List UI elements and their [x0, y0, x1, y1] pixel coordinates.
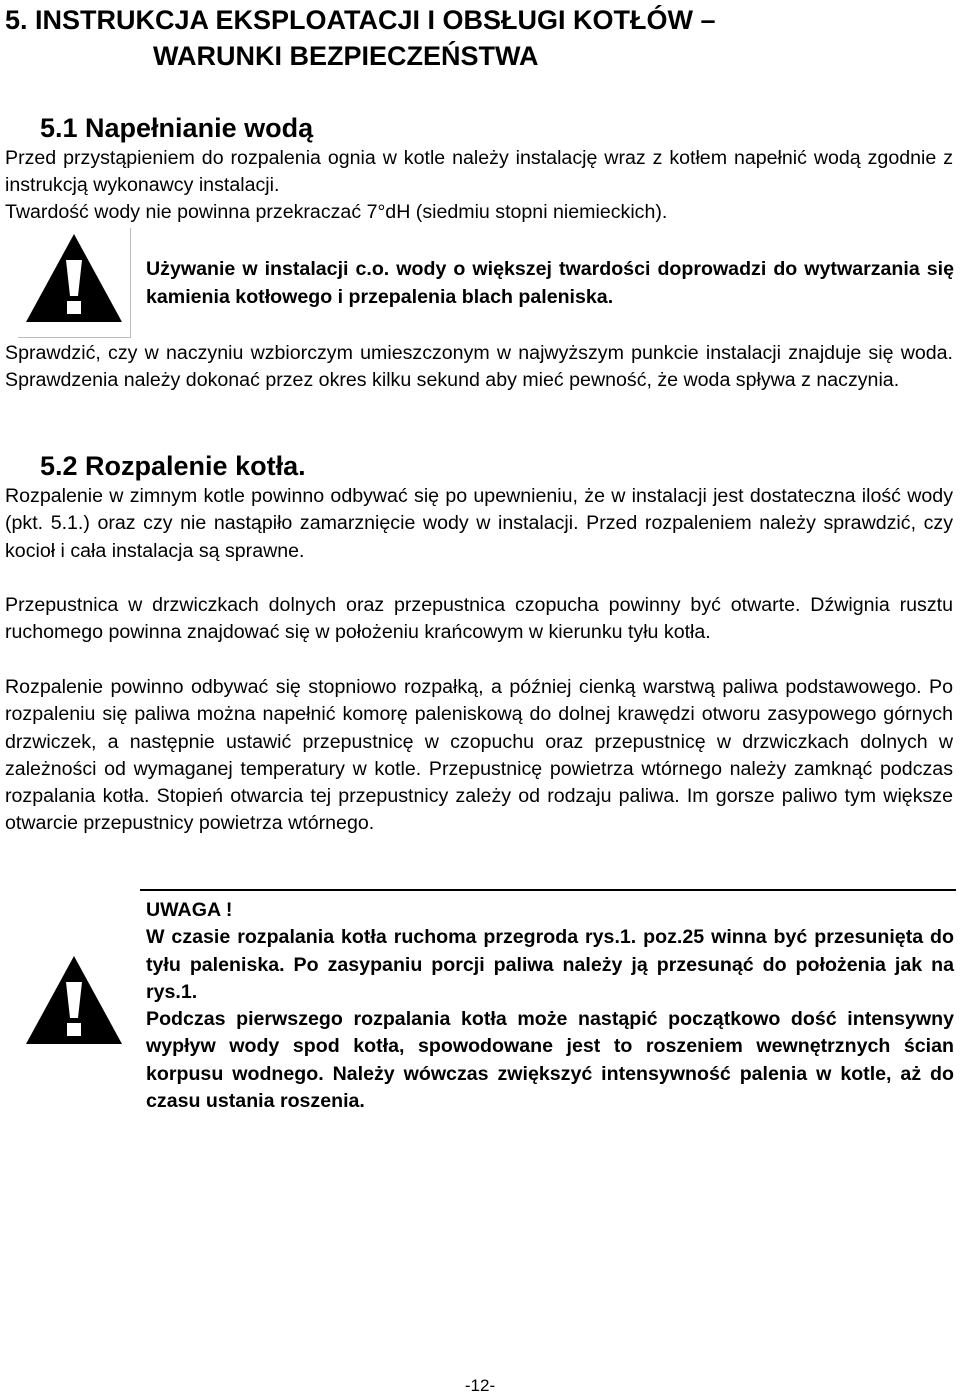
note-divider [140, 889, 956, 891]
section1-hardness: Twardość wody nie powinna przekraczać 7°dH (siedmiu stopni niemieckich). [5, 201, 668, 223]
caution-title: UWAGA ! [146, 899, 233, 921]
section1-intro: Przed przystąpieniem do rozpalenia ognia w kotle należy instalację wraz z kotłem napełnić wodą zgodnie z instrukcją wykonawcy instalacji. [5, 147, 953, 197]
chapter-heading-line1: 5. INSTRUKCJA EKSPLOATACJI I OBSŁUGI KOTŁÓW – [5, 5, 716, 35]
section1-warning: Używanie w instalacji c.o. wody o większej twardości doprowadzi do wytwarzania się kamienia kotłowego i przepalenia blach paleniska. [146, 258, 954, 308]
warning-triangle-icon [22, 228, 126, 328]
section2-p1: Rozpalenie w zimnym kotle powinno odbywać się po upewnieniu, że w instalacji jest dostateczna ilość wody (pkt. 5.1.) oraz czy nie nastąpiło zamarznięcie wody w instalacji. Przed rozpaleniem należy sprawdzić, czy kocioł i cała instalacja są sprawne. [5, 485, 953, 562]
section1-check: Sprawdzić, czy w naczyniu wzbiorczym umieszczonym w najwyższym punkcie instalacji znajduje się woda. Sprawdzenia należy dokonać przez okres kilku sekund aby mieć pewność, że woda spływa z naczynia. [5, 342, 953, 392]
caution-p2: Podczas pierwszego rozpalania kotła może nastąpić początkowo dość intensywny wypływ wody spod kotła, spowodowane jest to roszeniem wewnętrznych ścian korpusu wodnego. Należy wówczas zwiększyć intensywność palenia w kotle, aż do czasu ustania roszenia. [146, 1008, 954, 1113]
chapter-heading-line2: WARUNKI BEZPIECZEŃSTWA [153, 41, 539, 71]
section2-p3: Rozpalenie powinno odbywać się stopniowo rozpałką, a później cienką warstwą paliwa podstawowego. Po rozpaleniu się paliwa można napełnić komorę paleniskową do dolnej krawędzi otworu zasypowego górnych drzwiczek, a następnie ustawić przepustnicę w czopuchu oraz przepustnicę w drzwiczkach dolnych w zależności od wymaganej temperatury w kotle. Przepustnicę powietrza wtórnego należy zamknąć podczas rozpalania kotła. Stopień otwarcia tej przepustnicy zależy od rodzaju paliwa. Im gorsze paliwo tym większe otwarcie przepustnicy powietrza wtórnego. [5, 676, 953, 835]
caution-note [146, 897, 954, 1115]
chapter-heading [5, 2, 945, 74]
page-number: -12- [464, 1376, 496, 1395]
section-title-5-2: 5.2 Rozpalenie kotła. [40, 451, 306, 481]
warning-triangle-icon [22, 950, 126, 1050]
caution-p1: W czasie rozpalania kotła ruchoma przegroda rys.1. poz.25 winna być przesunięta do tyłu paleniska. Po zasypaniu porcji paliwa należy ją przesunąć do położenia jak na rys.1. [146, 926, 954, 1003]
section-title-5-1: 5.1 Napełnianie wodą [40, 113, 314, 143]
section2-p2: Przepustnica w drzwiczkach dolnych oraz przepustnica czopucha powinny być otwarte. Dźwignia rusztu ruchomego powinna znajdować się w położeniu krańcowym w kierunku tyłu kotła. [5, 594, 953, 644]
